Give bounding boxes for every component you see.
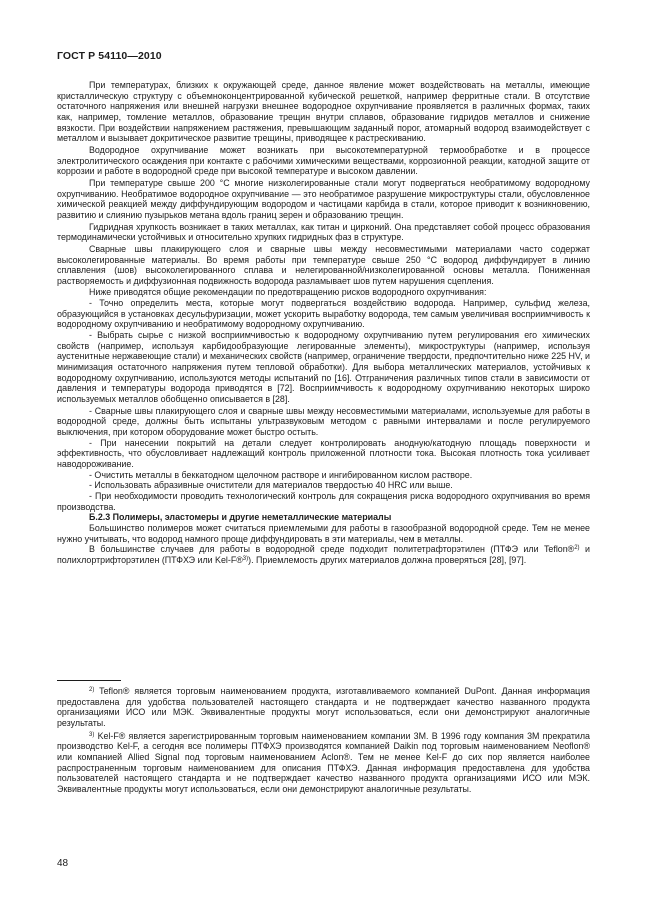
standard-header: ГОСТ Р 54110—2010 (57, 50, 162, 62)
list-item: - При нанесении покрытий на детали следует контролировать анодную/катодную площадь поверхности и эффективность, что обусловливает надлежащий контроль приложенной плотности тока. Высокая плотность тока усиливает наводороживание. (57, 437, 590, 469)
list-item: - Выбрать сырье с низкой восприимчивостью к водородному охрупчиванию путем регулирования его химических свойств (например, используя карбидообразующие легированные элементы), микроструктуры (например, используя аустенитные нержавеющие стали) и механических свойств (например, ограничение твердости, предпочтительно ниже 225 HV, и минимизация остаточного напряжения путем тепловой обработки). Для выбора металлических материалов, устойчивых к водородному охрупчиванию, используются методы испытаний по [16]. Отграничения различных типов стали в зависимости от давления и температуры водорода приводятся в [72]. Восприимчивость к водородному охрупчиванию некоторых широко используемых металлов обобщенно описывается в [28]. (57, 330, 590, 405)
footnote-ref[interactable]: 3) (242, 555, 249, 562)
paragraph: Сварные швы плакирующего слоя и сварные швы между несовместимыми материалами часто содержат высоколегированные материалы. Во время работы при температуре свыше 250 °С водород диффундирует в линию сплавления (шов) высоколегированного сплава и нелегированной/низколегированной основы металла. Пониженная растворяемость и диффузионная подвижность водорода разламывает шов путем нарушения сцепления. (57, 243, 590, 286)
text-run: ). Приемлемость других материалов должна проверяться [28], [97]. (248, 554, 527, 565)
paragraph: Ниже приводятся общие рекомендации по предотвращению рисков водородного охрупчивания: (89, 287, 487, 298)
paragraph: Водородное охрупчивание может возникать при высокотемпературной термообработке и в процессе электролитического осаждения при контакте с рабочими химическими веществами, коррозионной реакции, катодной защите от коррозии и работе в водородной среде при высокой температуре и высоком давлении. (57, 144, 590, 177)
list-item: - При необходимости проводить технологический контроль для сокращения риска водородного охрупчивания во время производства. (57, 490, 590, 512)
page-number: 48 (57, 858, 69, 869)
list-item: - Использовать абразивные очистители для материалов твердостью 40 HRC или выше. (89, 480, 453, 491)
footnote-text: Kel-F® является зарегистрированным торговым наименованием компании 3М. В 1996 году компания 3М прекратила производство Kel-F, а сегодня все полимеры ПТФХЭ производятся компанией Daikin под торговым наименованием Neoflon® или компанией Allied Signal под торговым наименованием Aclon®. Тем не менее Kel-F до сих пор является наиболее распространенным торговым наименованием для описания ПТФХЭ. Данная информация предоставлена для удобства пользователей настоящего стандарта и не подтверждает качество названного продукта организациями ИСО или МЭК. Эквивалентные продукты могут использоваться, если они демонстрируют аналогичные результаты. (57, 730, 590, 794)
section-heading: Б.2.3 Полимеры, эластомеры и другие неметаллические материалы (89, 512, 392, 523)
body-text (57, 80, 590, 566)
footnote-mark: 2) (89, 687, 95, 693)
footnote-separator (57, 680, 121, 681)
text-run: В большинстве случаев для работы в водородной среде подходит политетрафторэтилен (ПТФЭ или Teflon® (89, 544, 575, 555)
text-run: и полихлортрифторэтилен (ПТФХЭ или Kel-F® (57, 544, 590, 565)
paragraph: При температурах, близких к окружающей среде, данное явление может воздействовать на металлы, имеющие кристаллическую структуру с объемноконцентрированной кубической решеткой, например ферритные стали. В отсутствие остаточного напряжения или внешней нагрузки внешнее водородное охрупчивание проявляется в различных формах, таких как, например, томление металлов, образование трещин внутри сплавов, образование гидридов металлов и снижение вязкости. При воздействии напряжением растяжения, превышающим заданный порог, атомарный водород взаимодействует с металлом и вызывает докритическое развитие трещины, приводящее к растрескиванию. (57, 80, 590, 144)
footnote-ref[interactable]: 2) (574, 545, 580, 552)
paragraph: Большинство полимеров может считаться приемлемыми для работы в газообразной водородной среде. Тем не менее нужно учитывать, что водород намного проще диффундировать в эти материалы, чем в металлы. (57, 522, 590, 544)
footnote (57, 686, 590, 729)
paragraph (57, 544, 590, 565)
list-item: - Точно определить места, которые могут подвергаться воздействию водорода. Например, сульфид железа, образующийся в установках десульфуризации, может ускорить выработку водорода, тем самым увеличивая восприимчивость к водородному охрупчиванию и необратимому водородному охрупчиванию. (57, 298, 590, 330)
footnote-text: Teflon® является торговым наименованием продукта, изготавливаемого компанией DuPont. Данная информация предоставлена для удобства пользователей настоящего стандарта и не подтверждает качество названного продукта организациями ИСО или МЭК. Эквивалентные продукты могут использоваться, если они демонстрируют аналогичные результаты. (57, 686, 590, 728)
list-item: - Сварные швы плакирующего слоя и сварные швы между несовместимыми материалами, используемые для работы в водородной среде, должны быть испытаны ультразвуковым методом с равными интервалами и после регулируемого выключения, при котором оборудование может быстро остыть. (57, 405, 590, 437)
paragraph: Гидридная хрупкость возникает в таких металлах, как титан и цирконий. Она представляет собой процесс образования термодинамически устойчивых и относительно хрупких гидридных фаз в структуре. (57, 221, 590, 243)
paragraph: При температуре свыше 200 °С многие низколегированные стали могут подвергаться необратимому водородному охрупчиванию. Необратимое водородное охрупчивание — это необратимое разрушение микроструктуры стали, обусловленное химической реакцией между диффундирующим водородом и частицами карбида в стали, которое приводит к возникновению, развитию и слиянию пузырьков метана вдоль границ зерен и образованию трещин. (57, 177, 590, 220)
footnotes (57, 686, 590, 797)
list-item: - Очистить металлы в беккатодном щелочном растворе и ингибированном кислом растворе. (89, 469, 473, 480)
footnote-mark: 3) (89, 731, 95, 738)
footnote (57, 731, 590, 795)
